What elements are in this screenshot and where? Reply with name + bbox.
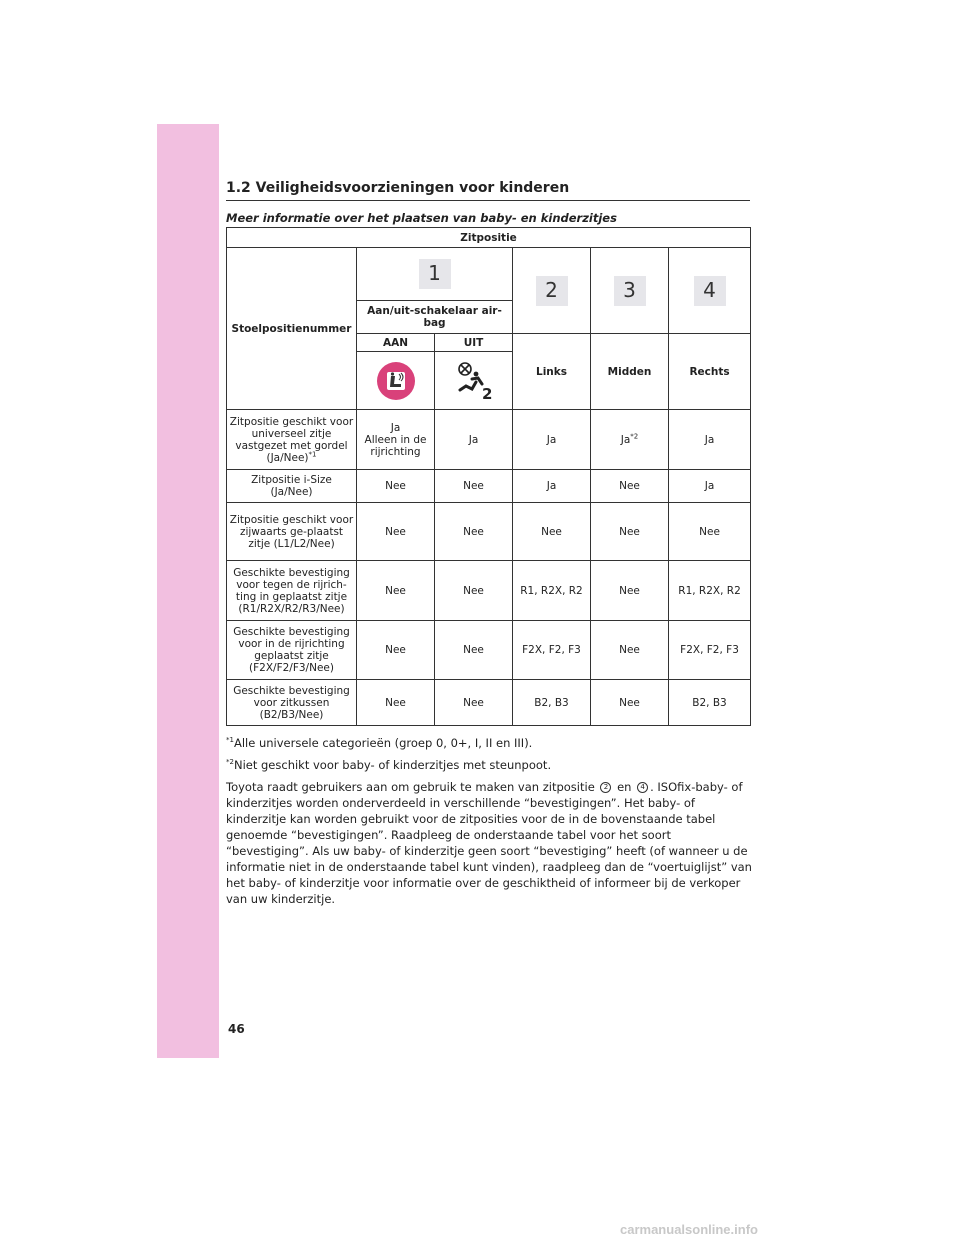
table-row	[227, 503, 751, 561]
cell: Ja Alleen in de rijrichting	[357, 410, 435, 470]
cell: Nee	[435, 680, 513, 726]
row-label: Zitpositie geschikt voor zijwaarts ge-plaatst zitje (L1/L2/Nee)	[227, 503, 357, 561]
table-row	[227, 470, 751, 503]
cell: Nee	[591, 621, 669, 680]
cell: B2, B3	[669, 680, 751, 726]
footnote-2: $^{*2}$Niet geschikt voor baby- of kinderzitjes met steunpoot.	[226, 758, 552, 772]
cell: R1, R2X, R2	[669, 561, 751, 621]
seat-3-cell	[591, 248, 669, 334]
row-label: Geschikte bevestiging voor in de rijrichting geplaatst zitje (F2X/F2/F3/Nee)	[227, 621, 357, 680]
position-right: Rechts	[669, 334, 751, 410]
row-label: Geschikte bevestiging voor zitkussen (B2/B3/Nee)	[227, 680, 357, 726]
airbag-on-icon	[374, 360, 418, 402]
airbag-on-icon-cell	[357, 352, 435, 410]
cell: Nee	[357, 561, 435, 621]
svg-text:2: 2	[481, 384, 492, 402]
footnotes	[226, 735, 752, 913]
footer-watermark: carmanualsonline.info	[620, 1222, 758, 1237]
cell: Nee	[435, 470, 513, 503]
cell: B2, B3	[513, 680, 591, 726]
seat-number-4: 4	[694, 276, 726, 306]
table-row	[227, 621, 751, 680]
position-middle: Midden	[591, 334, 669, 410]
section-title: 1.2 Veiligheidsvoorzieningen voor kinderen	[226, 180, 750, 201]
cell: F2X, F2, F3	[669, 621, 751, 680]
cell: Nee	[591, 680, 669, 726]
seat-2-circle-icon: 2	[600, 782, 611, 793]
position-left: Links	[513, 334, 591, 410]
seat-number-1: 1	[419, 259, 451, 289]
page-sidebar-tab	[157, 124, 219, 1058]
cell: Nee	[357, 621, 435, 680]
row-label: Geschikte bevestiging voor tegen de rijrich-ting in geplaatst zitje (R1/R2X/R2/R3/Nee)	[227, 561, 357, 621]
cell: Ja	[669, 410, 751, 470]
cell: Nee	[591, 503, 669, 561]
table-title: Zitpositie	[227, 228, 751, 248]
cell: Ja	[669, 470, 751, 503]
cell: Nee	[669, 503, 751, 561]
cell: Nee	[357, 503, 435, 561]
airbag-on-label: AAN	[357, 334, 435, 352]
table-row	[227, 561, 751, 621]
seat-4-cell	[669, 248, 751, 334]
page-number: 46	[228, 1022, 245, 1036]
cell: Nee	[435, 561, 513, 621]
seat-position-table	[226, 227, 751, 726]
row-header: Stoelpositienummer	[227, 248, 357, 410]
cell: Ja	[513, 410, 591, 470]
cell: R1, R2X, R2	[513, 561, 591, 621]
row-label: Zitpositie geschikt voor universeel zitje vastgezet met gordel $(Ja/Nee)^{*1}$	[227, 410, 357, 470]
cell: Nee	[435, 621, 513, 680]
cell: Nee	[435, 503, 513, 561]
cell: F2X, F2, F3	[513, 621, 591, 680]
airbag-off-icon	[452, 360, 496, 402]
seat-number-2: 2	[536, 276, 568, 306]
cell: Nee	[591, 561, 669, 621]
seat-4-circle-icon: 4	[637, 782, 648, 793]
airbag-switch-label: Aan/uit-schakelaar air-bag	[357, 301, 513, 334]
table-row	[227, 680, 751, 726]
body-paragraph: Toyota raadt gebruikers aan om gebruik te maken van zitpositie 2 en 4 . ISOfix-baby- of kinderzitjes worden onderverdeeld in verschillende “bevestigingen”. Het baby- of kinderzitje kan worden gebruikt voor de zitposities voor de in de bovenstaande tabel genoemde “bevestigingen”. Raadpleeg de onderstaande tabel voor het soort “bevestiging”. Als uw baby- of kinderzitje geen soort “bevestiging” heeft (of wanneer u de informatie niet in de onderstaande tabel kunt vinden), raadpleeg dan de “voertuiglijst” van het baby- of kinderzitje voor informatie over de geschiktheid of informeer bij de verkoper van uw kinderzitje.	[226, 780, 752, 906]
seat-number-3: 3	[614, 276, 646, 306]
seat-1-cell	[357, 248, 513, 301]
cell: Ja	[435, 410, 513, 470]
cell: Nee	[513, 503, 591, 561]
table-row	[227, 410, 751, 470]
cell: Ja$^{*2}$	[591, 410, 669, 470]
row-label: Zitpositie i-Size (Ja/Nee)	[227, 470, 357, 503]
cell: Nee	[357, 680, 435, 726]
airbag-off-icon-cell	[435, 352, 513, 410]
footnote-1: $^{*1}$Alle universele categorieën (groep 0, 0+, I, II en III).	[226, 736, 533, 750]
section-header	[226, 180, 750, 201]
page-subtitle: Meer informatie over het plaatsen van baby- en kinderzitjes	[226, 211, 617, 225]
airbag-off-label: UIT	[435, 334, 513, 352]
cell: Nee	[591, 470, 669, 503]
cell: Ja	[513, 470, 591, 503]
seat-2-cell	[513, 248, 591, 334]
cell: Nee	[357, 470, 435, 503]
